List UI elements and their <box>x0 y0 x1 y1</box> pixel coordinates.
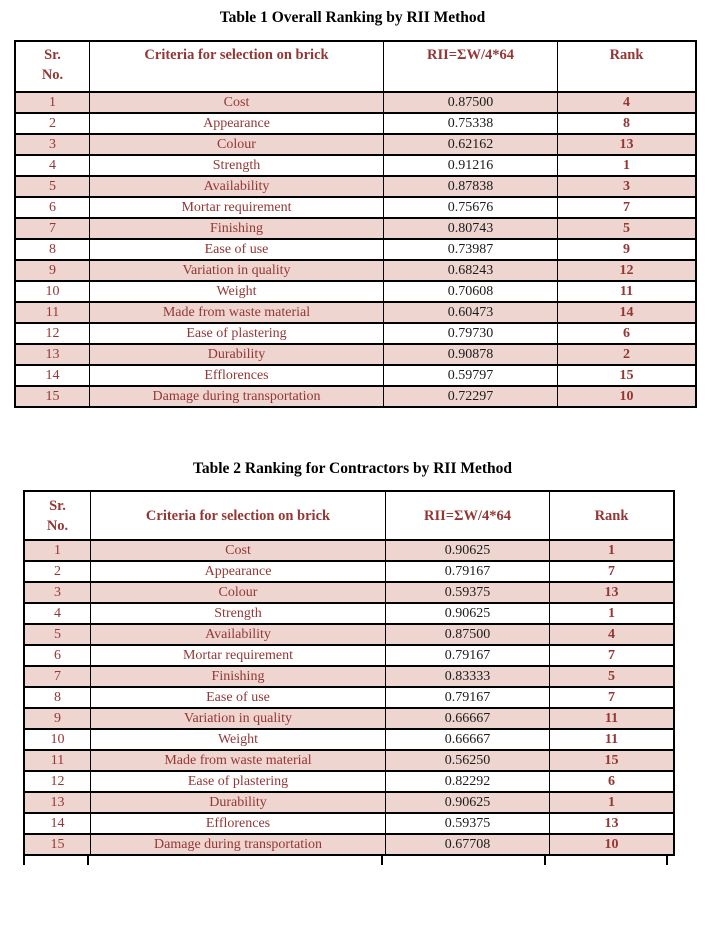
criteria-cell: Efflorences <box>91 813 386 834</box>
table-row <box>24 708 674 729</box>
sr-no-cell: 10 <box>15 281 90 302</box>
sr-no-cell: 1 <box>24 540 91 561</box>
sr-no-cell: 5 <box>24 624 91 645</box>
sr-no-cell: 7 <box>24 666 91 687</box>
rank-cell: 4 <box>550 624 675 645</box>
rank-cell: 1 <box>550 792 675 813</box>
rank-cell: 15 <box>550 750 675 771</box>
sr-no-cell: 8 <box>15 239 90 260</box>
table-row <box>15 344 696 365</box>
criteria-cell: Cost <box>91 540 386 561</box>
rank-cell: 6 <box>558 323 697 344</box>
rank-cell: 1 <box>558 155 697 176</box>
rank-cell: 11 <box>550 708 675 729</box>
rii-value-cell: 0.59375 <box>386 582 550 603</box>
rii-value-cell: 0.91216 <box>384 155 558 176</box>
rank-cell: 6 <box>550 771 675 792</box>
criteria-cell: Ease of use <box>90 239 384 260</box>
sr-no-cell: 15 <box>24 834 91 855</box>
criteria-cell: Mortar requirement <box>91 645 386 666</box>
criteria-cell: Colour <box>90 134 384 155</box>
sr-no-cell: 9 <box>15 260 90 281</box>
rank-cell: 13 <box>550 582 675 603</box>
header-rii: RII=ΣW/4*64 <box>384 41 558 92</box>
table-row <box>24 792 674 813</box>
rank-cell: 11 <box>550 729 675 750</box>
criteria-cell: Finishing <box>90 218 384 239</box>
table1-title: Table 1 Overall Ranking by RII Method <box>219 9 486 26</box>
rii-value-cell: 0.72297 <box>384 386 558 407</box>
rii-value-cell: 0.73987 <box>384 239 558 260</box>
sr-no-cell: 12 <box>15 323 90 344</box>
criteria-cell: Ease of use <box>91 687 386 708</box>
rii-value-cell: 0.79167 <box>386 687 550 708</box>
column-border-stub <box>381 856 383 865</box>
rii-value-cell: 0.90878 <box>384 344 558 365</box>
table-row <box>15 197 696 218</box>
criteria-cell: Strength <box>90 155 384 176</box>
table-row <box>15 155 696 176</box>
table-row <box>24 561 674 582</box>
rii-value-cell: 0.68243 <box>384 260 558 281</box>
table-row <box>24 603 674 624</box>
sr-no-cell: 14 <box>15 365 90 386</box>
rii-value-cell: 0.90625 <box>386 603 550 624</box>
table-row <box>15 365 696 386</box>
column-border-stub <box>87 856 89 865</box>
sr-no-cell: 6 <box>24 645 91 666</box>
rii-value-cell: 0.66667 <box>386 708 550 729</box>
rii-value-cell: 0.87500 <box>384 92 558 113</box>
criteria-cell: Made from waste material <box>90 302 384 323</box>
rii-value-cell: 0.67708 <box>386 834 550 855</box>
criteria-cell: Variation in quality <box>90 260 384 281</box>
table-row <box>24 750 674 771</box>
rank-cell: 13 <box>550 813 675 834</box>
criteria-cell: Made from waste material <box>91 750 386 771</box>
criteria-cell: Appearance <box>91 561 386 582</box>
criteria-cell: Durability <box>90 344 384 365</box>
rii-value-cell: 0.87500 <box>386 624 550 645</box>
rank-cell: 7 <box>550 687 675 708</box>
table-row <box>24 687 674 708</box>
rank-cell: 2 <box>558 344 697 365</box>
rii-value-cell: 0.79730 <box>384 323 558 344</box>
rank-cell: 3 <box>558 176 697 197</box>
sr-no-cell: 3 <box>24 582 91 603</box>
table-row <box>24 666 674 687</box>
column-border-stub <box>544 856 546 865</box>
rank-cell: 15 <box>558 365 697 386</box>
rii-value-cell: 0.59797 <box>384 365 558 386</box>
sr-no-cell: 10 <box>24 729 91 750</box>
header-row <box>15 41 696 92</box>
rii-value-cell: 0.56250 <box>386 750 550 771</box>
criteria-cell: Variation in quality <box>91 708 386 729</box>
header-sr-no: Sr. No. <box>24 491 91 540</box>
rii-value-cell: 0.87838 <box>384 176 558 197</box>
rii-value-cell: 0.83333 <box>386 666 550 687</box>
rank-cell: 10 <box>550 834 675 855</box>
criteria-cell: Finishing <box>91 666 386 687</box>
criteria-cell: Damage during transportation <box>90 386 384 407</box>
sr-no-cell: 9 <box>24 708 91 729</box>
criteria-cell: Weight <box>91 729 386 750</box>
rii-value-cell: 0.66667 <box>386 729 550 750</box>
rank-cell: 4 <box>558 92 697 113</box>
sr-no-cell: 5 <box>15 176 90 197</box>
column-border-stub <box>666 856 668 865</box>
table2-section <box>0 408 705 865</box>
criteria-cell: Strength <box>91 603 386 624</box>
sr-no-cell: 11 <box>24 750 91 771</box>
criteria-cell: Ease of plastering <box>91 771 386 792</box>
table-row <box>15 323 696 344</box>
table-row <box>24 540 674 561</box>
table-row <box>24 771 674 792</box>
rank-cell: 13 <box>558 134 697 155</box>
criteria-cell: Colour <box>91 582 386 603</box>
rii-value-cell: 0.79167 <box>386 561 550 582</box>
sr-no-cell: 15 <box>15 386 90 407</box>
sr-no-cell: 8 <box>24 687 91 708</box>
criteria-cell: Mortar requirement <box>90 197 384 218</box>
sr-no-cell: 3 <box>15 134 90 155</box>
criteria-cell: Durability <box>91 792 386 813</box>
rank-cell: 7 <box>550 645 675 666</box>
sr-no-cell: 13 <box>24 792 91 813</box>
sr-no-cell: 7 <box>15 218 90 239</box>
rii-value-cell: 0.79167 <box>386 645 550 666</box>
header-rii: RII=ΣW/4*64 <box>386 491 550 540</box>
table-row <box>24 834 674 855</box>
rank-cell: 8 <box>558 113 697 134</box>
sr-no-cell: 1 <box>15 92 90 113</box>
sr-no-cell: 2 <box>24 561 91 582</box>
sr-no-cell: 11 <box>15 302 90 323</box>
criteria-cell: Damage during transportation <box>91 834 386 855</box>
header-criteria: Criteria for selection on brick <box>90 41 384 92</box>
table-row <box>24 729 674 750</box>
rii-value-cell: 0.59375 <box>386 813 550 834</box>
table-row <box>24 645 674 666</box>
table-row <box>24 582 674 603</box>
rii-value-cell: 0.80743 <box>384 218 558 239</box>
rii-value-cell: 0.75338 <box>384 113 558 134</box>
rii-value-cell: 0.82292 <box>386 771 550 792</box>
table-cutoff-continuation <box>23 856 668 865</box>
rank-cell: 5 <box>550 666 675 687</box>
table-row <box>15 176 696 197</box>
criteria-cell: Weight <box>90 281 384 302</box>
rank-cell: 9 <box>558 239 697 260</box>
column-border-stub <box>23 856 25 865</box>
rank-cell: 14 <box>558 302 697 323</box>
rii-value-cell: 0.60473 <box>384 302 558 323</box>
rank-cell: 12 <box>558 260 697 281</box>
table-row <box>15 281 696 302</box>
header-criteria: Criteria for selection on brick <box>91 491 386 540</box>
header-rank: Rank <box>558 41 697 92</box>
table-row <box>15 260 696 281</box>
table2-title: Table 2 Ranking for Contractors by RII Method <box>192 460 513 477</box>
rank-cell: 11 <box>558 281 697 302</box>
rii-value-cell: 0.90625 <box>386 792 550 813</box>
criteria-cell: Availability <box>91 624 386 645</box>
table1-section <box>0 0 705 408</box>
table-row <box>15 218 696 239</box>
rank-cell: 10 <box>558 386 697 407</box>
criteria-cell: Availability <box>90 176 384 197</box>
header-rank: Rank <box>550 491 675 540</box>
criteria-cell: Efflorences <box>90 365 384 386</box>
header-row <box>24 491 674 540</box>
table-row <box>24 813 674 834</box>
rank-cell: 1 <box>550 540 675 561</box>
rank-cell: 7 <box>550 561 675 582</box>
sr-no-cell: 4 <box>24 603 91 624</box>
table-row <box>15 134 696 155</box>
sr-no-cell: 14 <box>24 813 91 834</box>
table-row <box>15 92 696 113</box>
rank-cell: 7 <box>558 197 697 218</box>
criteria-cell: Appearance <box>90 113 384 134</box>
rii-value-cell: 0.70608 <box>384 281 558 302</box>
table-row <box>15 386 696 407</box>
table-row <box>15 113 696 134</box>
table-row <box>15 239 696 260</box>
rank-cell: 5 <box>558 218 697 239</box>
sr-no-cell: 12 <box>24 771 91 792</box>
criteria-cell: Ease of plastering <box>90 323 384 344</box>
rii-value-cell: 0.75676 <box>384 197 558 218</box>
rii-value-cell: 0.62162 <box>384 134 558 155</box>
table-row <box>24 624 674 645</box>
sr-no-cell: 4 <box>15 155 90 176</box>
sr-no-cell: 13 <box>15 344 90 365</box>
rank-cell: 1 <box>550 603 675 624</box>
header-sr-no: Sr. No. <box>15 41 90 92</box>
table-row <box>15 302 696 323</box>
criteria-cell: Cost <box>90 92 384 113</box>
rii-value-cell: 0.90625 <box>386 540 550 561</box>
overall-ranking-table <box>14 40 697 408</box>
sr-no-cell: 6 <box>15 197 90 218</box>
sr-no-cell: 2 <box>15 113 90 134</box>
contractor-ranking-table <box>23 490 675 856</box>
